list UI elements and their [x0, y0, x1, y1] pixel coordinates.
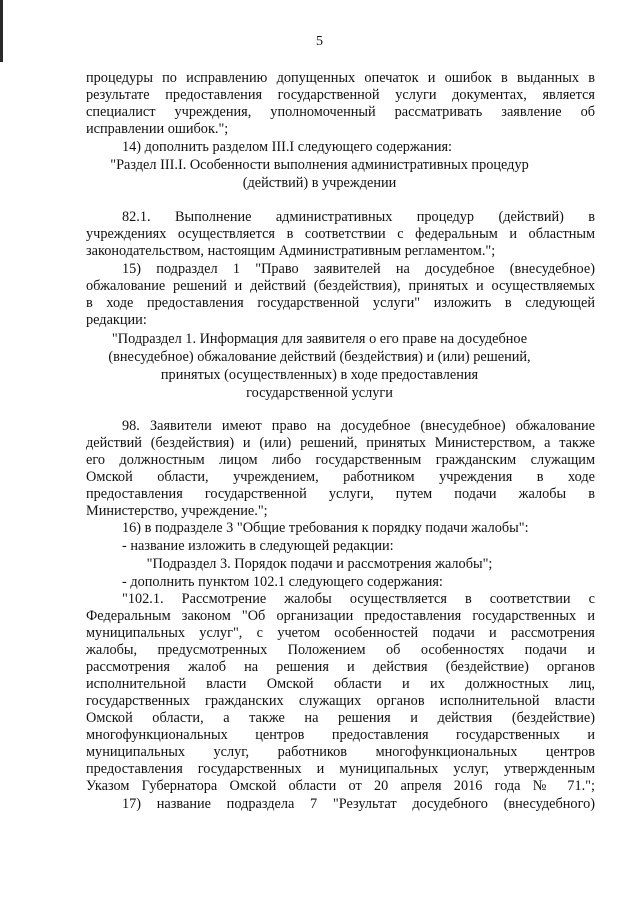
text-line: государственных гражданских служащих органов исполнительной власти — [86, 693, 595, 709]
text-line: 15) подраздел 1 "Право заявителей на досудебное (внесудебное) — [122, 261, 595, 277]
text-line: его должностным лицом либо государственным гражданским служащим — [86, 452, 595, 468]
text-line: многофункциональных центров предоставления государственных и — [86, 727, 595, 743]
text-line: редакции: — [86, 312, 147, 328]
text-line: процедуры по исправлению допущенных опечаток и ошибок в выданных в — [86, 70, 595, 86]
section-heading: "Раздел III.I. Особенности выполнения административных процедур — [110, 157, 529, 173]
page-number: 5 — [316, 34, 323, 49]
text-line: законодательством, настоящим Административным регламентом."; — [86, 243, 496, 259]
text-line: "102.1. Рассмотрение жалобы осуществляется в соответствии с — [122, 591, 595, 607]
text-line: 82.1. Выполнение административных процедур (действий) в — [122, 209, 595, 225]
text-line: жалобы, предусмотренных Положением об особенностях подачи и — [86, 642, 595, 658]
section-heading: (внесудебное) обжалование действий (бездействия) и (или) решений, — [108, 349, 531, 365]
section-heading: "Подраздел 1. Информация для заявителя о его праве на досудебное — [111, 331, 528, 347]
text-line: результате предоставления государственной услуги документах, является — [86, 87, 595, 103]
section-heading: принятых (осуществленных) в ходе предоставления — [160, 367, 479, 383]
text-line: 98. Заявители имеют право на досудебное (внесудебное) обжалование — [122, 418, 595, 434]
text-line: - дополнить пунктом 102.1 следующего содержания: — [122, 574, 443, 590]
text-line: в ходе предоставления государственной услуги" изложить в следующей — [86, 295, 595, 311]
text-line: предоставления государственной услуги, путем подачи жалобы в — [86, 486, 595, 502]
text-line: исправлении ошибок."; — [86, 121, 229, 137]
text-line: действий (бездействия) и (или) решений, принятых Министерством, а также — [86, 435, 595, 451]
subsection-heading: "Подраздел 3. Порядок подачи и рассмотрения жалобы"; — [146, 556, 493, 572]
text-line: муниципальных услуг, работников многофункциональных центров — [86, 744, 595, 760]
text-line: учреждениях осуществляется в соответствии с федеральным и областным — [86, 226, 595, 242]
text-line: Федеральным законом "Об организации предоставления государственных и — [86, 608, 595, 624]
section-heading: государственной услуги — [246, 385, 393, 401]
text-line: 17) название подраздела 7 "Результат досудебного (внесудебного) — [122, 796, 595, 812]
text-line: - название изложить в следующей редакции: — [122, 538, 394, 554]
text-line: Министерство, учреждение."; — [86, 503, 268, 519]
scan-edge-mark — [0, 0, 3, 62]
text-line: 14) дополнить разделом III.I следующего содержания: — [122, 139, 453, 155]
text-line: Омской области, а также на решения и действия (бездействие) — [86, 710, 595, 726]
section-heading: (действий) в учреждении — [242, 175, 397, 191]
text-line: рассмотрения жалоб на решения и действия (бездействие) органов — [86, 659, 595, 675]
text-line: муниципальных услуг", с учетом особенностей подачи и рассмотрения — [86, 625, 595, 641]
text-line: Омской области, учреждением, работником учреждения в ходе — [86, 469, 595, 485]
text-line: исполнительной власти Омской области и их должностных лиц, — [86, 676, 595, 692]
text-line: 16) в подразделе 3 "Общие требования к порядку подачи жалобы": — [122, 520, 529, 536]
text-line: предоставления государственных и муниципальных услуг, утвержденным — [86, 761, 595, 777]
text-line: Указом Губернатора Омской области от 20 апреля 2016 года № 71."; — [86, 778, 595, 794]
text-line: обжалование решений и действий (бездействия), принятых и осуществляемых — [86, 278, 595, 294]
text-line: специалист учреждения, уполномоченный рассматривать заявление об — [86, 104, 595, 120]
